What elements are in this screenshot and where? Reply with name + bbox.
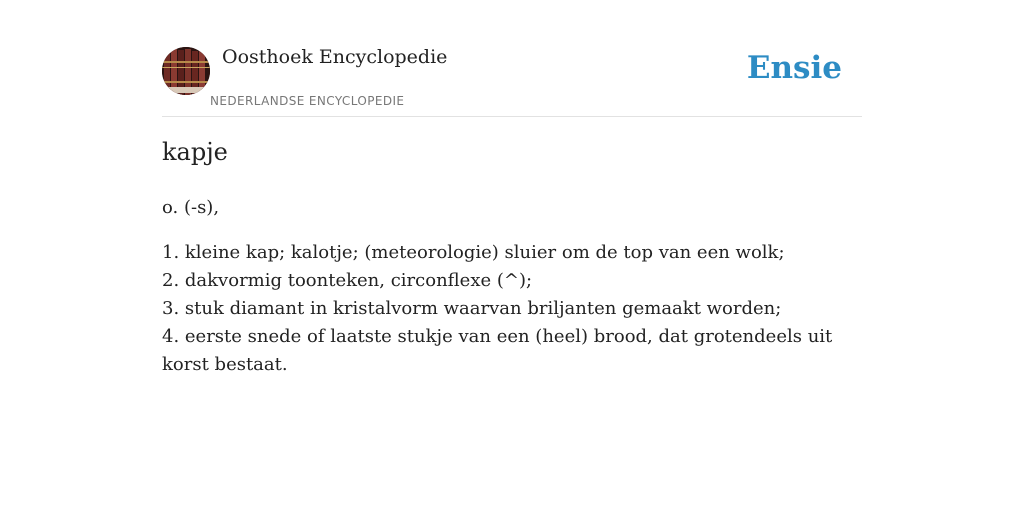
definition-list [162, 239, 862, 379]
definition-item: 4. eerste snede of laatste stukje van een (heel) brood, dat grotendeels uit korst bestaat. [162, 326, 833, 375]
definition-item: 1. kleine kap; kalotje; (meteorologie) sluier om de top van een wolk; [162, 242, 785, 263]
site-title[interactable]: Oosthoek Encyclopedie [222, 46, 448, 68]
definition-item: 2. dakvormig toonteken, circonflexe (^); [162, 270, 533, 291]
brand-logo-link[interactable]: Ensie [746, 50, 842, 86]
page [162, 0, 862, 375]
entry-grammar: o. (-s), [162, 197, 220, 218]
entry-title: kapje [162, 138, 228, 166]
site-header [162, 0, 862, 117]
encyclopedia-books-icon[interactable] [162, 47, 210, 95]
definition-item: 3. stuk diamant in kristalvorm waarvan briljanten gemaakt worden; [162, 298, 782, 319]
site-subtitle: NEDERLANDSE ENCYCLOPEDIE [210, 94, 405, 108]
